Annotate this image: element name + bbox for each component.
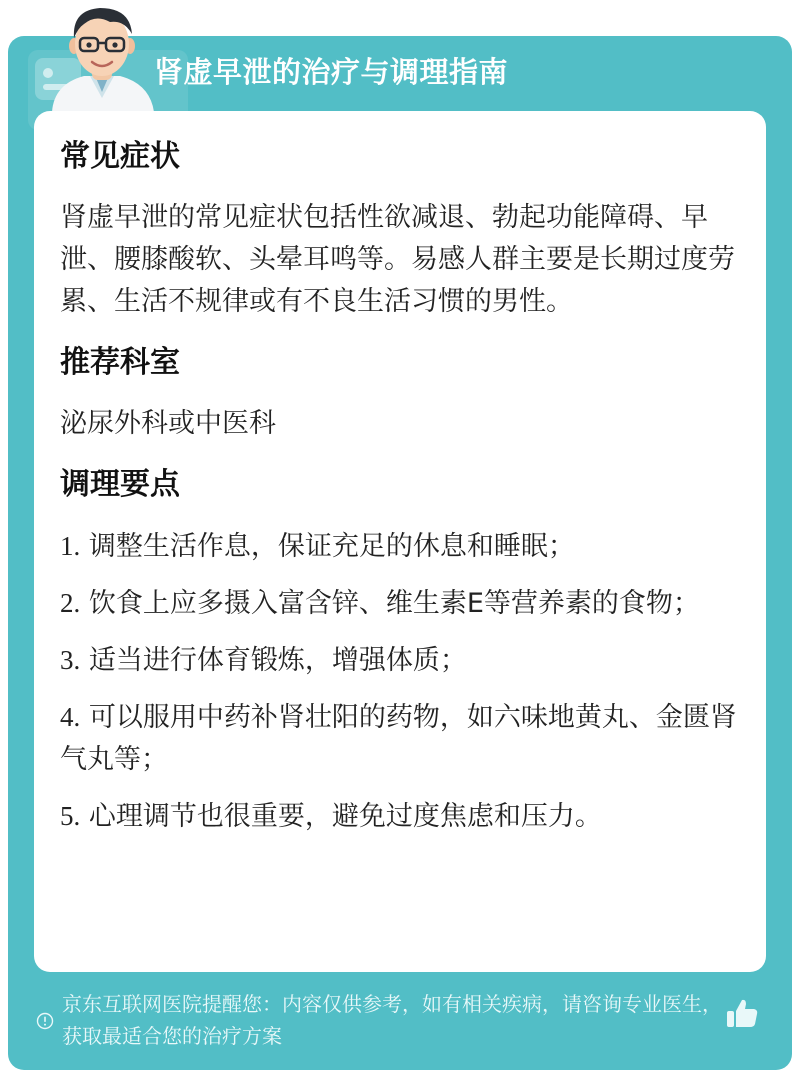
page-title: 肾虚早泄的治疗与调理指南: [154, 55, 509, 89]
section-title-symptoms: 常见症状: [60, 139, 180, 174]
list-item-text: 调整生活作息，保证充足的休息和睡眠；: [88, 531, 575, 562]
list-item-number: 3.: [60, 645, 81, 675]
list-item-number: 1.: [60, 531, 81, 561]
article-card: [34, 111, 766, 972]
list-item-text: 心理调节也很重要，避免过度焦虑和压力。: [88, 801, 602, 832]
list-item: [60, 795, 750, 838]
list-item-number: 5.: [60, 801, 81, 831]
list-item-text: 饮食上应多摄入富含锌、维生素E等营养素的食物；: [88, 588, 700, 619]
section-title-tips: 调理要点: [60, 467, 180, 502]
doctor-avatar-icon: [44, 0, 160, 112]
list-item: [60, 582, 750, 625]
list-item: [60, 525, 750, 568]
disclaimer-text: 京东互联网医院提醒您：内容仅供参考，如有相关疾病，请咨询专业医生，获取最适合您的治疗方案: [62, 992, 722, 1048]
footer: [34, 984, 774, 1064]
list-item-text: 可以服用中药补肾壮阳的药物，如六味地黄丸、金匮肾气丸等；: [60, 702, 737, 775]
section-title-department: 推荐科室: [60, 345, 180, 380]
info-circle-icon: [36, 1012, 54, 1030]
list-item-number: 2.: [60, 588, 81, 618]
department-text: 泌尿外科或中医科: [60, 408, 276, 439]
list-item-text: 适当进行体育锻炼，增强体质；: [88, 645, 467, 676]
list-item: [60, 696, 750, 781]
symptoms-text: 肾虚早泄的常见症状包括性欲减退、勃起功能障碍、早泄、腰膝酸软、头晕耳鸣等。易感人群主要是长期过度劳累、生活不规律或有不良生活习惯的男性。: [60, 202, 735, 317]
thumbs-up-icon[interactable]: [724, 996, 760, 1032]
tips-list: [60, 525, 750, 838]
article-content: [60, 135, 750, 838]
list-item-number: 4.: [60, 702, 81, 732]
list-item: [60, 639, 750, 682]
